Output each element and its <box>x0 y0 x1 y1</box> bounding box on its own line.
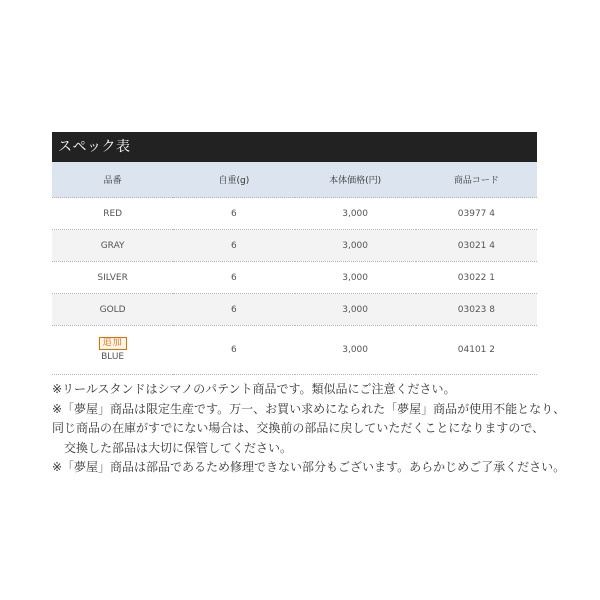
part-number-wrap <box>99 337 127 364</box>
cell-price: 3,000 <box>295 230 416 262</box>
note-limited-production: ※「夢屋」商品は限定生産です。万一、お買い求めになられた「夢屋」商品が使用不能となり、 <box>52 401 566 416</box>
cell-weight: 6 <box>173 262 294 294</box>
table-row <box>52 294 537 326</box>
spec-title: スペック表 <box>52 132 537 162</box>
cell-product-code: 04101 2 <box>416 326 537 375</box>
cell-part-number: RED <box>52 198 173 230</box>
cell-part-number <box>52 326 173 375</box>
spec-section <box>52 132 537 375</box>
table-row <box>52 230 537 262</box>
spec-header-row <box>52 162 537 198</box>
cell-part-number: SILVER <box>52 262 173 294</box>
table-row <box>52 326 537 375</box>
header-price: 本体価格(円) <box>295 162 416 198</box>
note-limited-production-cont2: 交換した部品は大切に保管してください。 <box>64 440 293 455</box>
cell-product-code: 03021 4 <box>416 230 537 262</box>
note-repair: ※「夢屋」商品は部品であるため修理できない部分もございます。あらかじめご了承ください。 <box>52 460 566 474</box>
note-patent: ※リールスタンドはシマノのパテント商品です。類似品にご注意ください。 <box>52 382 456 396</box>
cell-weight: 6 <box>173 326 294 375</box>
cell-price: 3,000 <box>295 262 416 294</box>
part-number-label: BLUE <box>101 351 125 362</box>
new-addition-badge: 追加 <box>99 337 127 350</box>
note-limited-production-cont: 同じ商品の在庫がすでにない場合は、交換前の部品に戻していただくことになりますので、 <box>52 421 545 435</box>
table-row <box>52 198 537 230</box>
cell-weight: 6 <box>173 198 294 230</box>
header-part-number: 品番 <box>52 162 173 198</box>
cell-price: 3,000 <box>295 198 416 230</box>
cell-product-code: 03022 1 <box>416 262 537 294</box>
cell-part-number: GRAY <box>52 230 173 262</box>
header-product-code: 商品コード <box>416 162 537 198</box>
cell-weight: 6 <box>173 230 294 262</box>
cell-price: 3,000 <box>295 294 416 326</box>
cell-product-code: 03977 4 <box>416 198 537 230</box>
notes-section <box>52 380 572 478</box>
spec-table <box>52 162 537 375</box>
header-weight: 自重(g) <box>173 162 294 198</box>
cell-part-number: GOLD <box>52 294 173 326</box>
table-row <box>52 262 537 294</box>
cell-weight: 6 <box>173 294 294 326</box>
cell-product-code: 03023 8 <box>416 294 537 326</box>
cell-price: 3,000 <box>295 326 416 375</box>
